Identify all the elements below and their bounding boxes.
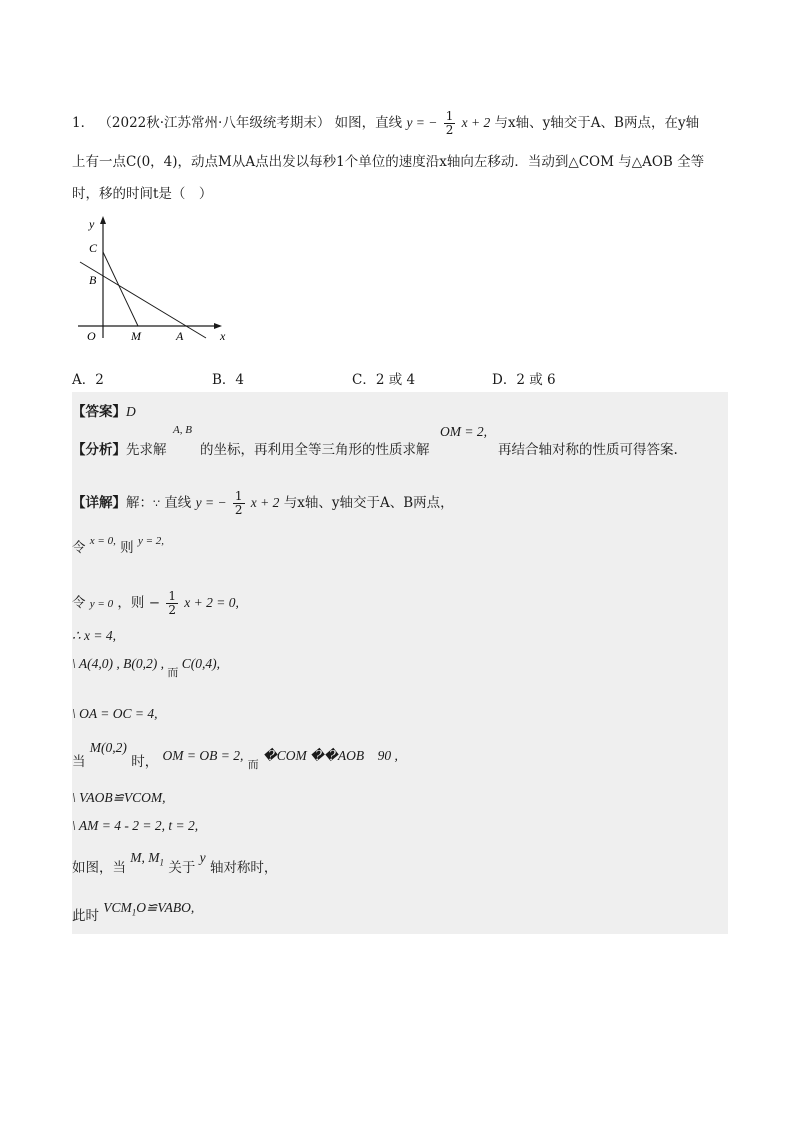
question-line-2: 上有一点C(0，4)，动点M从A点出发以每秒1个单位的速度沿x轴向左移动．当动到△COM 与△AOB 全等	[72, 154, 705, 170]
line-cm	[103, 252, 138, 326]
y-axis-arrow	[100, 216, 106, 224]
label-c: C	[89, 241, 98, 255]
detail-tag: 【详解】	[72, 495, 126, 511]
line-ab	[80, 262, 206, 338]
equation-fraction: $\frac{1}{2}$	[445, 109, 454, 137]
detail-fraction-2: $\frac{1}{2}$	[168, 589, 176, 617]
answer-value: D	[126, 404, 136, 419]
analysis-tag: 【分析】	[72, 442, 126, 458]
detail-line-2: 令 $^{x = 0,}$ 则 $^{y = 2,}$	[72, 535, 165, 556]
detail-line-4: ∴ x = 4,	[72, 628, 116, 643]
detail-line-3: 令 y = 0 ，则 − $\frac{1}{2}$ x + 2 = 0,	[72, 589, 239, 617]
option-c: C．2 或 4	[352, 372, 416, 388]
geometry-figure	[72, 212, 252, 352]
detail-fraction: $\frac{1}{2}$	[234, 489, 243, 517]
question-line-3: 时，移的时间t是（ ）	[72, 186, 213, 202]
question-source: （2022秋·江苏常州·八年级统考期末）	[98, 115, 331, 131]
equation-rhs: x + 2	[461, 115, 491, 130]
analysis-line: 【分析】先求解	[72, 442, 167, 458]
label-b: B	[89, 273, 97, 287]
label-a: A	[176, 329, 184, 343]
option-d: D．2 或 6	[492, 372, 556, 388]
detail-line-10: 如图，当 M, $M_1$ 关于 y 轴对称时，	[72, 850, 278, 876]
option-b: B．4	[212, 372, 245, 388]
detail-line-1: 【详解】解：∵ 直线 y = − $\frac{1}{2}$ x + 2 与x轴、y轴交于A、B两点，	[72, 489, 454, 517]
detail-line-5: \ A(4,0) , B(0,2) , $_而$ C(0,4),	[72, 656, 220, 679]
label-y: y	[89, 217, 95, 231]
analysis-om: OM = 2,	[440, 424, 487, 439]
option-a: A．2	[72, 372, 104, 388]
answer-line	[72, 400, 136, 420]
analysis-ab: A, B	[173, 424, 192, 436]
label-m: M	[131, 329, 141, 343]
equation-lhs: y = −	[406, 115, 438, 130]
question-number: 1．	[72, 115, 95, 131]
detail-line-9: \ AM = 4 - 2 = 2, t = 2,	[72, 818, 199, 833]
answer-tag: 【答案】	[72, 404, 126, 420]
detail-line-8: \ VAOB≌VCOM,	[72, 790, 166, 805]
detail-line-11: 此时 $VCM_1O≌VABO$,	[72, 900, 195, 924]
analysis-text-2: 的坐标，再利用全等三角形的性质求解	[200, 442, 430, 458]
label-o: O	[87, 329, 96, 343]
label-x: x	[220, 329, 226, 343]
question-text-1a: 如图，直线	[334, 115, 403, 131]
question-text-1b: 与x轴、y轴交于A、B两点，在y轴	[494, 115, 700, 131]
detail-line-7: 当 M(0,2) 时， OM = OB = 2, $_而$ �COM ��AOB 90 ,	[72, 740, 398, 771]
analysis-text-3: 再结合轴对称的性质可得答案.	[498, 442, 678, 458]
detail-line-6: \ OA = OC = 4,	[72, 706, 158, 721]
question-line-1	[72, 110, 699, 137]
